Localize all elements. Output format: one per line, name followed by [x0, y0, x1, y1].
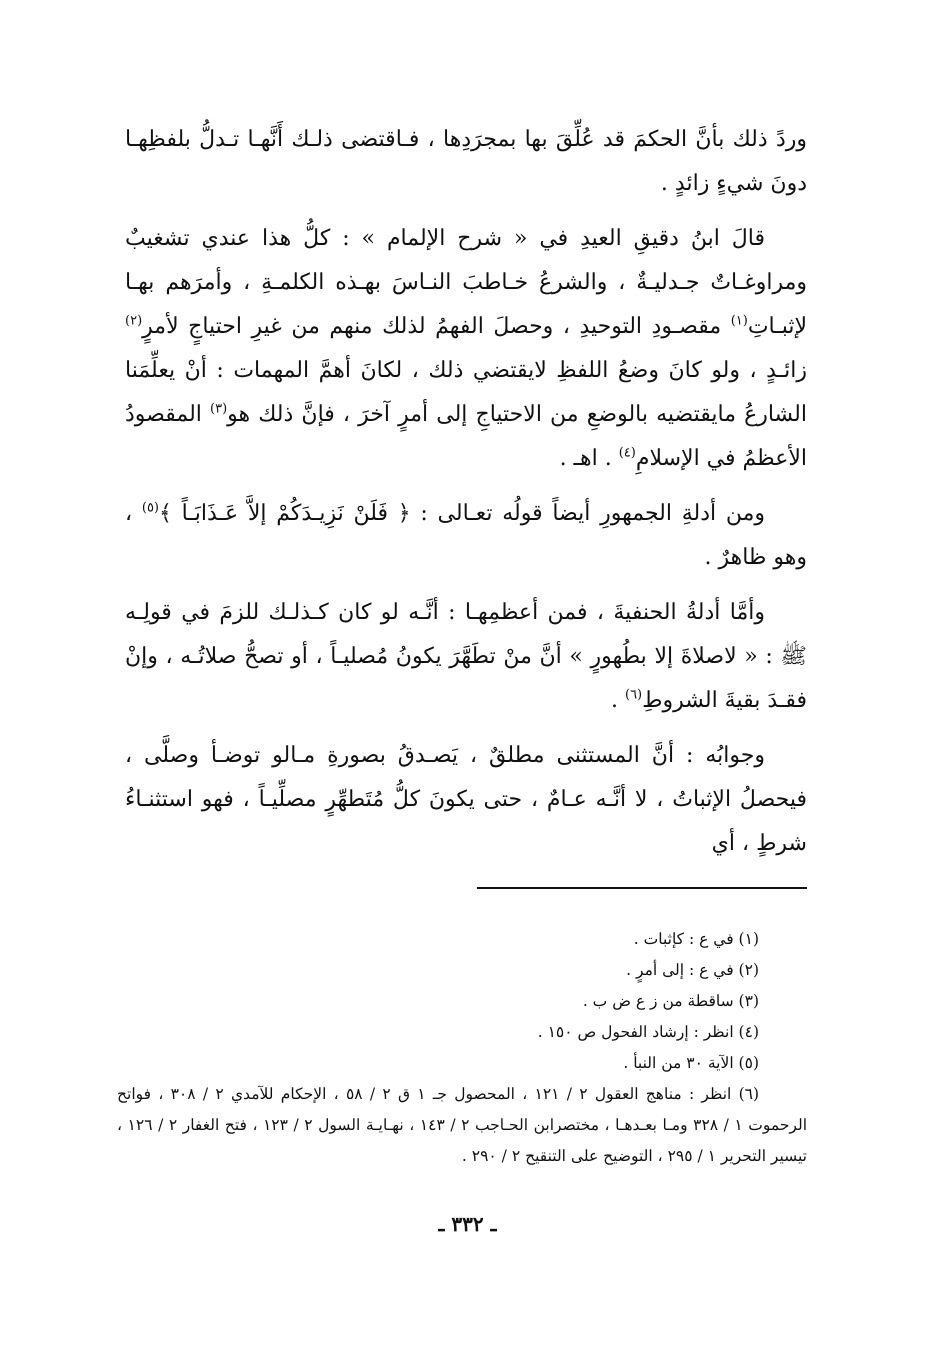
paragraph-2-text-e: . اهـ .: [559, 446, 612, 471]
footnote-1: (١) في ع : كإثبات .: [633, 930, 759, 948]
paragraph-2: [125, 217, 807, 481]
footnote-mark-2: (٢): [125, 313, 143, 329]
footnote-mark-1: (١): [730, 313, 748, 329]
footnote-4: (٤) انظر : إرشاد الفحول ص ١٥٠ .: [537, 1023, 759, 1041]
paragraph-4-text-b: .: [610, 688, 625, 713]
paragraph-5: [125, 734, 807, 866]
paragraph-3-text-b: ، وهو ظاهرٌ .: [125, 501, 807, 570]
paragraph-1: [125, 118, 807, 206]
paragraph-3-text-a: ومن أدلةِ الجمهورِ أيضاً قولُه تعـالى : ﴿ فَلَنْ نَزِيـدَكُمْ إلاَّ عَـذَابَـاً ﴾: [159, 501, 765, 526]
paragraph-2-text-d: المقصودُ الأعظمُ في الإسلامِ: [125, 402, 807, 471]
footnote-3: (٣) ساقطة من ز ع ض ب .: [582, 992, 759, 1010]
footnote-mark-4: (٤): [618, 445, 636, 461]
paragraph-1-text: وردً ذلك بأنَّ الحكمَ قد عُلِّقَ بها بمجرَدِها ، فـاقتضى ذلـك أَنَّهـا تـدلُّ بلفظِهـا دونَ شيءٍ زائدٍ .: [125, 127, 807, 196]
footnote-mark-5: (٥): [141, 500, 159, 516]
footnote-2: (٢) في ع : إلى أمرٍ .: [626, 961, 759, 979]
paragraph-4-text-a: وأمَّا أدلةُ الحنفيةَ ، فمن أعظمِهـا : أنَّـه لو كان كـذلـك للزمَ في قولِـه ﷺ : « لاصلاةَ إلا بطُهورٍ » أنَّ منْ تطَهَّرَ يكونُ مُصليـاً ، أو تصحُّ صلاتُـه ، وإنْ فقـدَ بقيةَ الشروطِ: [125, 600, 807, 713]
footnote-mark-3: (٣): [210, 401, 228, 417]
footnote-5: (٥) الآية ٣٠ من النبأ .: [623, 1054, 759, 1072]
paragraph-3: [125, 492, 807, 580]
paragraph-2-text-c: زائـدٍ ، ولو كانَ وضعُ اللفظِ لايقتضي ذلك ، لكانَ أهمَّ المهمات : أنْ يعلِّمَنا الشارعُ مايقتضيه بالوضعِ من الاحتياجِ إلى أمرٍ آخرَ ، فإنَّ ذلك هو: [125, 358, 807, 427]
paragraph-5-text: وجوابُه : أنَّ المستثنى مطلقٌ ، يَصـدقُ بصورةِ مـالو توضـأ وصلَّى ، فيحصلُ الإثباتُ ، لا أنَّـه عـامٌ ، حتى يكونَ كلُّ مُتَطهِّرٍ مصلِّيـاً ، فهو استثنـاءُ شرطٍ ، أي: [125, 743, 807, 856]
footnotes: [117, 924, 807, 1172]
paragraph-4: [125, 591, 807, 723]
footnote-6: (٦) انظر : مناهج العقول ٢ / ١٢١ ، المحصول جـ ١ ق ٢ / ٥٨ ، الإحكام للآمدي ٢ / ٣٠٨ ، فواتح الرحموت ١ / ٣٢٨ ومـا بعـدهـا ، مختصرابن الحـاجب ٢ / ١٤٣ ، نهـايـة السول ٢ / ١٢٣ ، فتح الغفار ٢ / ١٢٦ ، تيسير التحرير ١ / ٢٩٥ ، التوضيح على التنقيح ٢ / ٢٩٠ .: [117, 1085, 808, 1165]
footnote-mark-6: (٦): [624, 687, 643, 703]
page-number: ـ ٣٣٢ ـ: [438, 1212, 497, 1236]
paragraph-2-text-a: قالَ ابنُ دقيقِ العيدِ في « شرح الإلمام » : كلُّ هذا عندي تشغيبٌ ومراوغـاتٌ جـدليـةٌ ، والشرعُ خـاطبَ النـاسَ بهـذه الكلمـةِ ، وأمرَهم بهـا لإثبـاتِ: [125, 226, 807, 339]
paragraph-2-text-b: مقصـودِ التوحيدِ ، وحصلَ الفهمُ لذلك منهم من غيرِ احتياجٍ لأمرٍ: [142, 314, 722, 339]
body-text: [125, 118, 807, 877]
footnote-divider: [477, 887, 807, 889]
